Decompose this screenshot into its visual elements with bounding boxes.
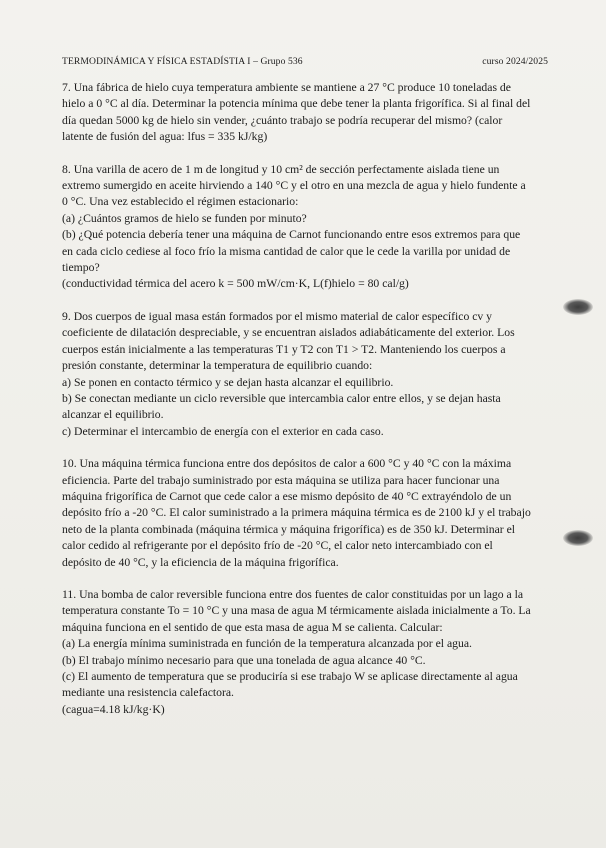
problem-line: eficiencia. Parte del trabajo suministrado por esta máquina se utiliza para hacer funcionar una bbox=[62, 473, 500, 487]
binder-hole-mark bbox=[563, 530, 593, 546]
problem-line: 10. Una máquina térmica funciona entre dos depósitos de calor a 600 °C y 40 °C con la máxima bbox=[62, 457, 512, 471]
problem-line: máquina frigorífica de Carnot que cede calor a ese mismo depósito de 40 °C extrayéndolo de un bbox=[62, 489, 512, 503]
problem-line: presión constante, determinar la temperatura de equilibrio cuando: bbox=[62, 359, 373, 373]
problem-line: (a) ¿Cuántos gramos de hielo se funden por minuto? bbox=[62, 211, 307, 225]
problem-line: 11. Una bomba de calor reversible funciona entre dos fuentes de calor constituidas por un lago a la bbox=[62, 587, 524, 601]
problem-line: cuerpos están inicialmente a las temperaturas T1 y T2 con T1 > T2. Manteniendo los cuerpos a bbox=[62, 342, 506, 356]
problem-line: en cada ciclo cediese al foco frío la misma cantidad de calor que le cede la varilla por unidad de bbox=[62, 244, 511, 258]
problem-line: alcanzar el equilibrio. bbox=[62, 408, 164, 422]
problem-line: 7. Una fábrica de hielo cuya temperatura ambiente se mantiene a 27 °C produce 10 toneladas de bbox=[62, 81, 511, 94]
problem-line: 0 °C. Una vez establecido el régimen estacionario: bbox=[62, 195, 299, 209]
problem-line: c) Determinar el intercambio de energía con el exterior en cada caso. bbox=[62, 424, 384, 438]
problem-line: mediante una resistencia calefactora. bbox=[62, 686, 234, 700]
problem-line: día quedan 5000 kg de hielo sin vender, ¿cuánto trabajo se podría recuperar del mismo? (calor bbox=[62, 113, 503, 127]
problem-line: latente de fusión del agua: lfus = 335 kJ/kg) bbox=[62, 130, 268, 144]
problem-line: 9. Dos cuerpos de igual masa están formados por el mismo material de calor específico cv y bbox=[62, 309, 493, 323]
problem-7 bbox=[62, 80, 548, 146]
problem-line: (b) ¿Qué potencia debería tener una máquina de Carnot funcionando entre esos extremos para que bbox=[62, 228, 521, 242]
problem-line: depósito frío a -20 °C. El calor suministrado a la primera máquina térmica es de 2100 kJ y el trabajo bbox=[62, 506, 531, 520]
problem-line: extremo sumergido en aceite hirviendo a 140 °C y el otro en una mezcla de agua y hielo fundente a bbox=[62, 179, 526, 193]
problem-line: (c) El aumento de temperatura que se produciría si ese trabajo W se aplicase directamente al agua bbox=[62, 670, 518, 683]
problem-9 bbox=[62, 309, 548, 440]
problem-line: coeficiente de dilatación despreciable, y se encuentran aislados adiabáticamente del exterior. Los bbox=[62, 326, 515, 340]
problem-line: calor cedido al refrigerante por el depósito frío de -20 °C, el calor neto intercambiado con el bbox=[62, 539, 493, 553]
problem-11 bbox=[62, 587, 548, 718]
problem-line: máquina funciona en el sentido de que esta masa de agua M se calienta. Calcular: bbox=[62, 620, 443, 634]
problem-list bbox=[62, 80, 548, 734]
course-title: TERMODINÁMICA Y FÍSICA ESTADÍSTIA I – Grupo 536 bbox=[62, 56, 303, 67]
page-header bbox=[62, 56, 548, 67]
problem-line: depósito de 40 °C, y la eficiencia de la máquina frigorífica. bbox=[62, 555, 339, 569]
problem-line: a) Se ponen en contacto térmico y se dejan hasta alcanzar el equilibrio. bbox=[62, 375, 394, 389]
problem-line: neto de la planta combinada (máquina térmica y máquina frigorífica) es de 350 kJ. Determinar el bbox=[62, 522, 516, 536]
problem-line: hielo a 0 °C al día. Determinar la potencia mínima que debe tener la planta frigorífica. Si al final del bbox=[62, 97, 531, 111]
problem-line: tiempo? bbox=[62, 261, 100, 275]
problem-line: b) Se conectan mediante un ciclo reversible que intercambia calor entre ellos, y se dejan hasta bbox=[62, 391, 501, 405]
problem-line: (a) La energía mínima suministrada en función de la temperatura alcanzada por el agua. bbox=[62, 637, 472, 651]
course-year: curso 2024/2025 bbox=[482, 56, 548, 67]
problem-10 bbox=[62, 456, 548, 571]
problem-line: temperatura constante To = 10 °C y una masa de agua M térmicamente aislada inicialmente a To. La bbox=[62, 604, 531, 618]
problem-line: (cagua=4.18 kJ/kg·K) bbox=[62, 702, 165, 716]
problem-line: (conductividad térmica del acero k = 500 mW/cm·K, L(f)hielo = 80 cal/g) bbox=[62, 277, 409, 291]
binder-hole-mark bbox=[563, 299, 593, 315]
problem-8 bbox=[62, 162, 548, 293]
problem-line: 8. Una varilla de acero de 1 m de longitud y 10 cm² de sección perfectamente aislada tiene un bbox=[62, 162, 500, 176]
problem-line: (b) El trabajo mínimo necesario para que una tonelada de agua alcance 40 °C. bbox=[62, 653, 426, 667]
